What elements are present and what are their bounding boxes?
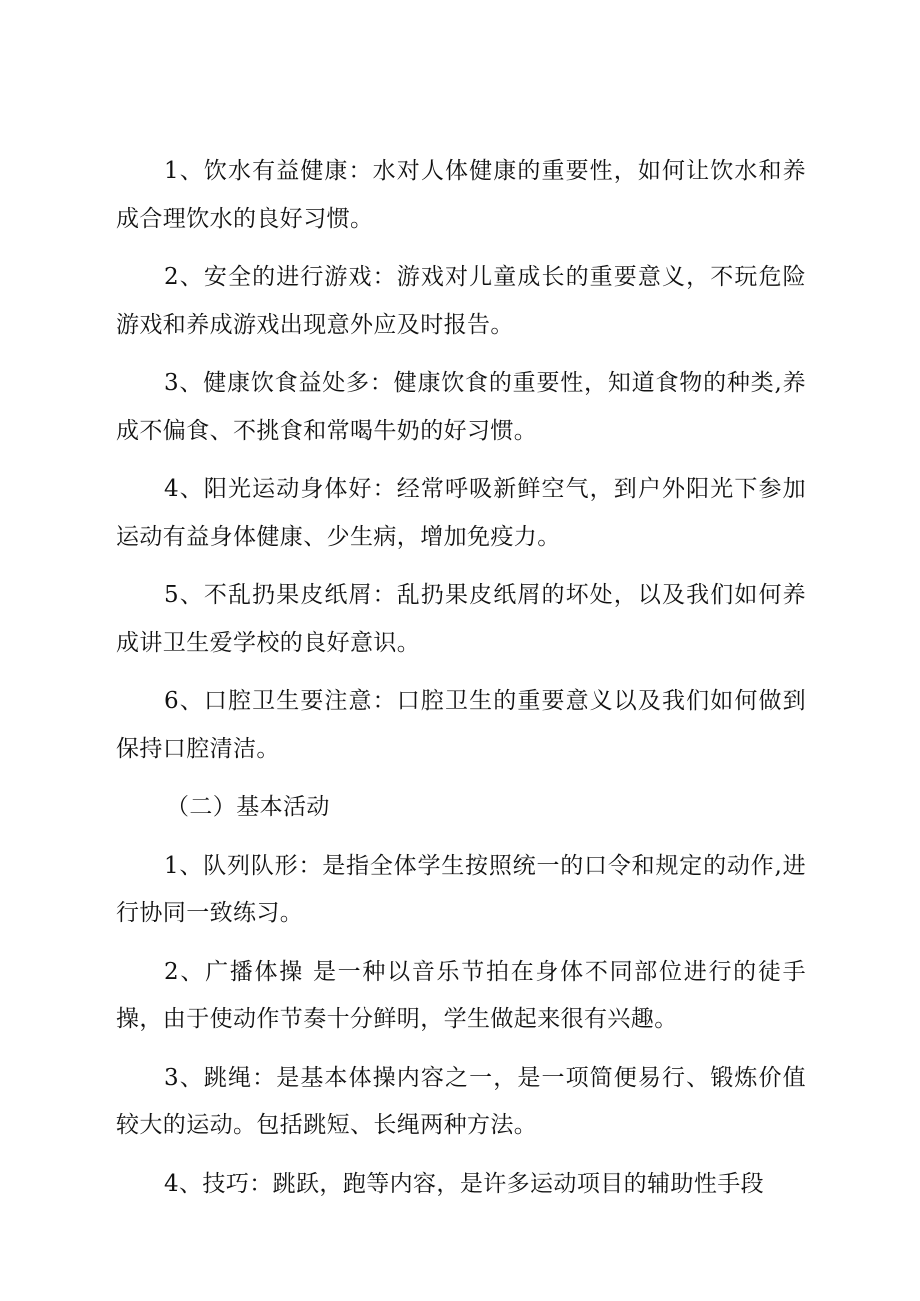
- paragraph-item-2: 2、安全的进行游戏：游戏对儿童成长的重要意义，不玩危险游戏和养成游戏出现意外应及时报告。: [116, 264, 806, 338]
- paragraph-item-4: 4、阳光运动身体好：经常呼吸新鲜空气，到户外阳光下参加运动有益身体健康、少生病，增加免疫力。: [116, 476, 806, 550]
- activity-item-4: 4、技巧：跳跃，跑等内容，是许多运动项目的辅助性手段: [164, 1170, 765, 1197]
- activity-item-3: 3、跳绳：是基本体操内容之一，是一项简便易行、锻炼价值较大的运动。包括跳短、长绳两种方法。: [116, 1064, 806, 1138]
- section-heading: （二）基本活动: [166, 794, 330, 820]
- paragraph-item-5: 5、不乱扔果皮纸屑：乱扔果皮纸屑的坏处，以及我们如何养成讲卫生爱学校的良好意识。: [116, 582, 806, 656]
- paragraph-item-3: 3、健康饮食益处多：健康饮食的重要性，知道食物的种类,养成不偏食、不挑食和常喝牛奶的好习惯。: [116, 370, 806, 444]
- document-body: [116, 148, 806, 1219]
- activity-item-1: 1、队列队形：是指全体学生按照统一的口令和规定的动作,进行协同一致练习。: [116, 852, 806, 926]
- paragraph-item-6: 6、口腔卫生要注意：口腔卫生的重要意义以及我们如何做到保持口腔清洁。: [116, 688, 806, 762]
- paragraph-item-1: 1、饮水有益健康：水对人体健康的重要性，如何让饮水和养成合理饮水的良好习惯。: [116, 158, 806, 232]
- activity-item-2: 2、广播体操 是一种以音乐节拍在身体不同部位进行的徒手操，由于使动作节奏十分鲜明，学生做起来很有兴趣。: [116, 958, 806, 1032]
